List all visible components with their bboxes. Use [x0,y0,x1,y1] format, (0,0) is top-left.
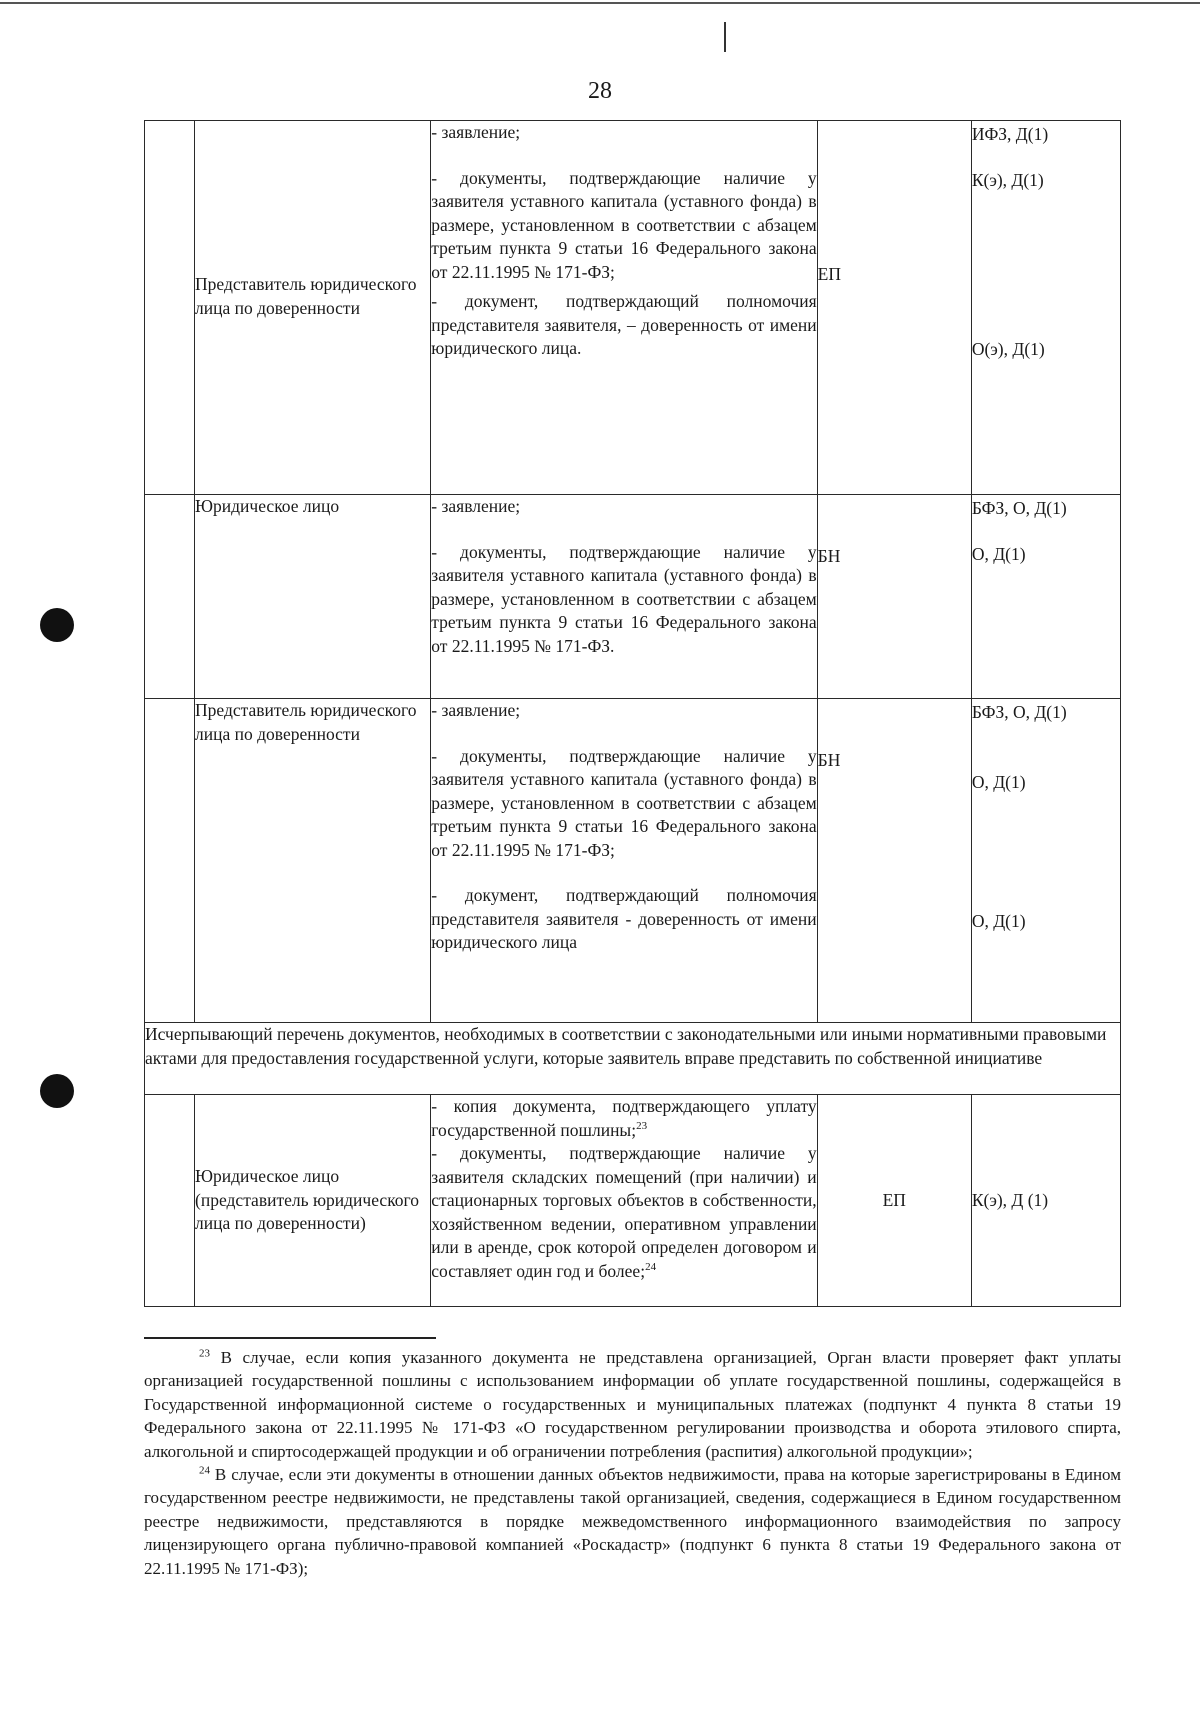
form-cell [971,121,1120,495]
documents-table [144,120,1121,1307]
form-item: О, Д(1) [971,543,1026,564]
form-item: К(э), Д(1) [971,169,1044,190]
footnote-separator [144,1337,436,1339]
basis-cell: БН [817,699,971,1023]
documents-cell [431,121,817,495]
documents-cell [431,699,817,1023]
footnote [144,1463,1121,1580]
document-item: - заявление; [431,700,521,720]
table-row [145,1023,1121,1095]
document-item: - документы, подтверждающие наличие у заявителя уставного капитала (уставного фонда) в размере, установленном в соответствии с абзацем третьим пункта 9 статьи 16 Федерального закона от 22.11.1995 № 171-ФЗ. [431,541,817,656]
scan-mark [724,22,726,52]
scan-top-edge [0,2,1200,4]
applicant-cell: Юридическое лицо (представитель юридического лица по доверенности) [195,1095,431,1307]
document-item [431,1095,816,1142]
table-row [145,121,1121,495]
footnote-text: В случае, если эти документы в отношении данных объектов недвижимости, права на которые зарегистрированы в Едином государственном реестре недвижимости, не представлены такой организацией, сведения, содержащиеся в Едином государственном реестре недвижимости, представляются в порядке межведомственного информационного взаимодействия по запросу лицензирующего органа публично-правовой компанией «Роскадастр» (подпункт 6 пункта 8 статьи 19 Федерального закона от 22.11.1995 № 171-ФЗ); [144,1465,1121,1578]
basis-cell: ЕП [817,1095,971,1307]
document-item: - документы, подтверждающие наличие у заявителя уставного капитала (уставного фонда) в размере, установленном в соответствии с абзацем третьим пункта 9 статьи 16 Федерального закона от 22.11.1995 № 171-ФЗ; [431,167,817,282]
empty-cell [145,495,195,699]
document-item: - заявление; [431,122,521,142]
footnote-ref: 24 [645,1260,657,1273]
table-row [145,495,1121,699]
form-cell [971,699,1120,1023]
form-item: БФЗ, О, Д(1) [971,702,1067,722]
document-item: - документы, подтверждающие наличие у заявителя уставного капитала (уставного фонда) в размере, установленном в соответствии с абзацем третьим пункта 9 статьи 16 Федерального закона от 22.11.1995 № 171-ФЗ; [431,745,817,860]
applicant-cell: Юридическое лицо [195,495,431,699]
form-cell: К(э), Д (1) [971,1095,1120,1307]
document-text: - копия документа, подтверждающего уплату государственной пошлины; [431,1096,817,1140]
punch-hole [40,608,74,642]
documents-cell [431,495,817,699]
form-item: БФЗ, О, Д(1) [971,498,1067,518]
document-item [431,1142,816,1283]
form-item: О, Д(1) [971,771,1026,792]
basis-cell: БН [817,495,971,699]
document-item: - документ, подтверждающий полномочия представителя заявителя, – доверенность от имени юридического лица. [431,291,817,358]
basis-cell: ЕП [817,121,971,495]
table-row [145,1095,1121,1307]
footnote-marker: 23 [199,1347,210,1360]
form-item: ИФЗ, Д(1) [971,124,1049,144]
footnotes [144,1346,1121,1580]
applicant-cell: Представитель юридического лица по доверенности [195,699,431,1023]
punch-hole [40,1074,74,1108]
form-item: О, Д(1) [971,911,1026,931]
footnote-ref: 23 [636,1119,648,1132]
page-number: 28 [588,78,612,104]
form-cell [971,495,1120,699]
footnote-marker: 24 [199,1464,210,1477]
footnote [144,1346,1121,1463]
table-row [145,699,1121,1023]
form-item: О(э), Д(1) [971,339,1045,359]
documents-cell [431,1095,817,1307]
empty-cell [145,121,195,495]
document-item: - заявление; [431,496,521,516]
section-heading: Исчерпывающий перечень документов, необходимых в соответствии с законодательными или иными нормативными правовыми актами для предоставления государственной услуги, которые заявитель вправе представить по собственной инициативе [145,1023,1121,1095]
empty-cell [145,1095,195,1307]
document-text: - документы, подтверждающие наличие у заявителя складских помещений (при наличии) и стационарных торговых объектов в собственности, хозяйственном ведении, оперативном управлении или в аренде, срок которой определен договором и составляет один год и более; [431,1143,817,1281]
empty-cell [145,699,195,1023]
footnote-text: В случае, если копия указанного документа не представлена организацией, Орган власти проверяет факт уплаты организацией государственной пошлины с использованием информации об уплате государственной пошлины, содержащейся в Государственной информационной системе о государственных и муниципальных платежах (подпункт 4 пункта 8 статьи 19 Федерального закона от 22.11.1995 № 171-ФЗ «О государственном регулировании производства и оборота этилового спирта, алкогольной и спиртосодержащей продукции и об ограничении потребления (распития) алкогольной продукции»; [144,1348,1121,1461]
document-item: - документ, подтверждающий полномочия представителя заявителя - доверенность от имени юридического лица [431,885,817,952]
applicant-cell: Представитель юридического лица по доверенности [195,121,431,495]
